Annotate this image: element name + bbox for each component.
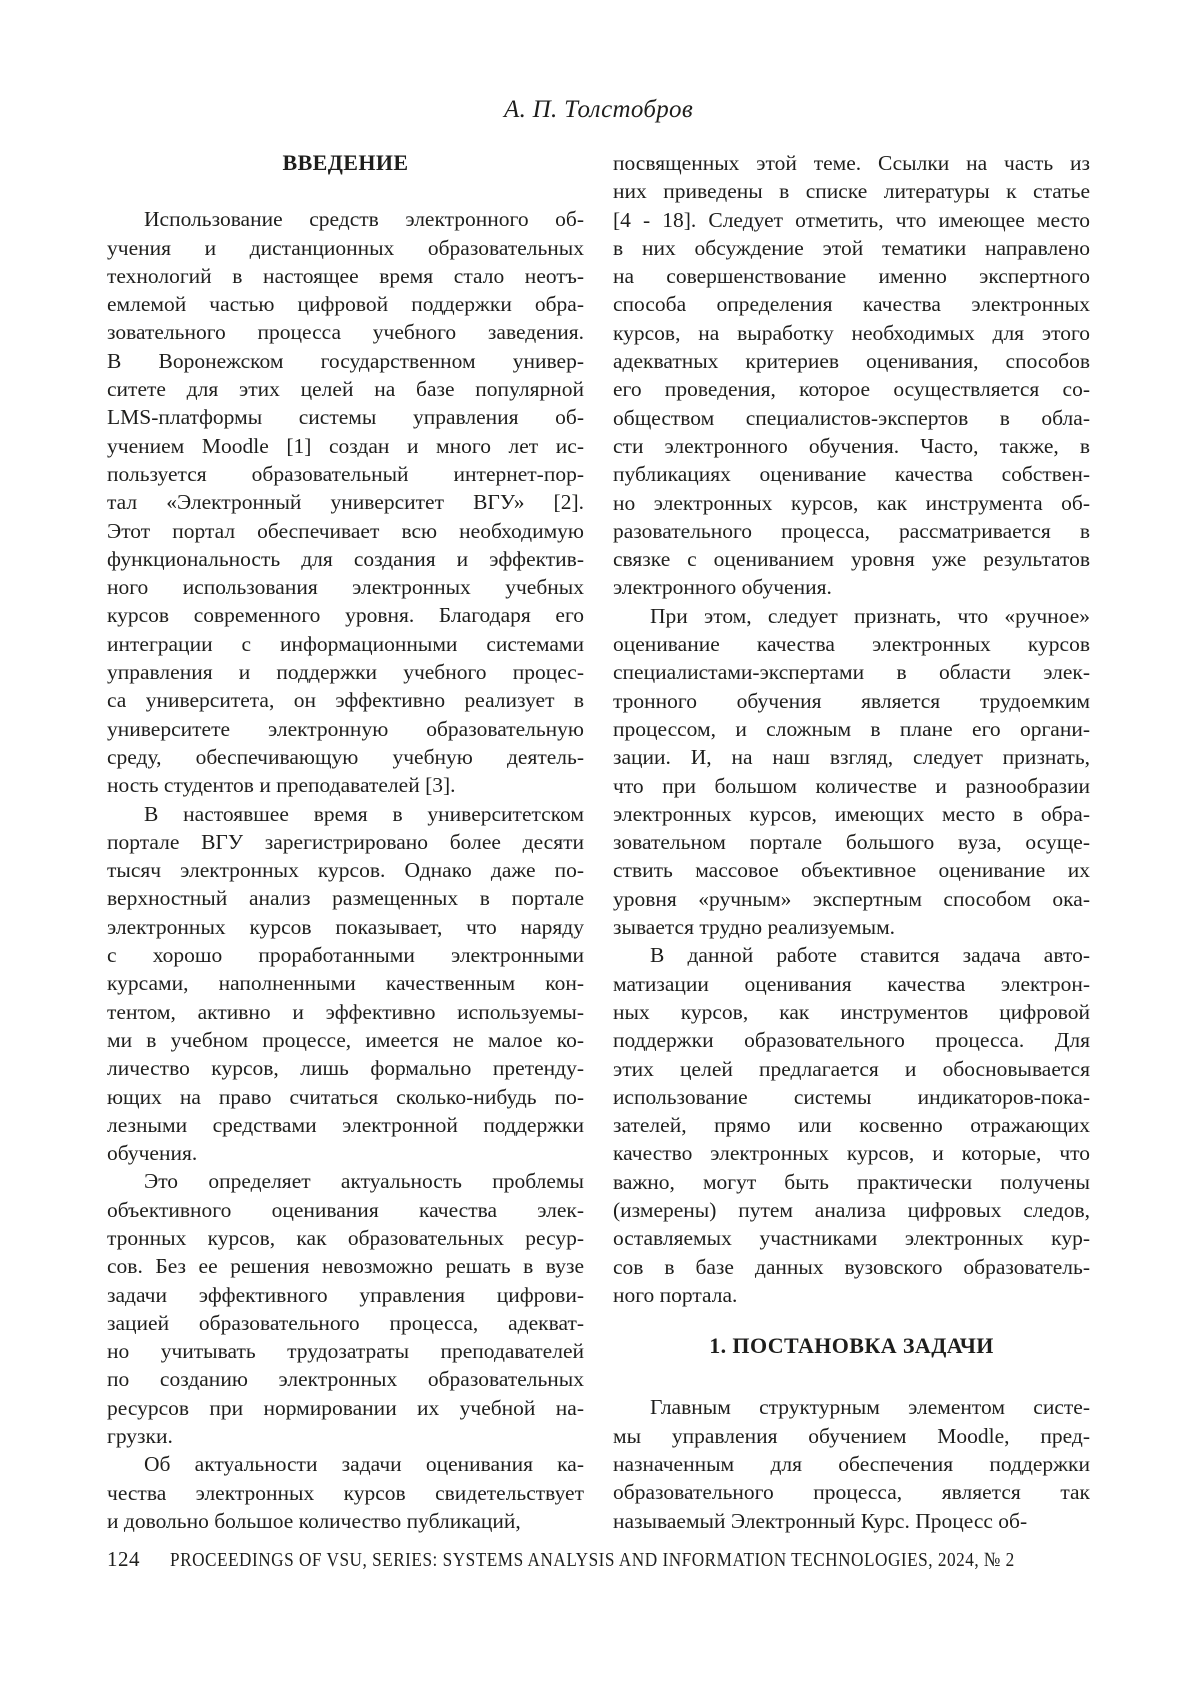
- text-line: оставляемых участниками электронных кур-: [613, 1226, 1090, 1251]
- text-line: обществом специалистов-экспертов в обла-: [613, 405, 1090, 430]
- text-line: и довольно большое количество публикаций,: [107, 1508, 521, 1533]
- text-line: ного портала.: [613, 1282, 738, 1307]
- text-line: на совершенствование именно экспертного: [613, 264, 1090, 289]
- text-line: тронных курсов, как образовательных ресур-: [107, 1225, 584, 1250]
- text-line: уровня «ручным» экспертным способом ока-: [613, 886, 1090, 911]
- text-line: учения и дистанционных образовательных: [107, 235, 584, 260]
- text-line: зацией образовательного процесса, адекват-: [107, 1310, 584, 1335]
- text-line: тал «Электронный университет ВГУ» [2].: [107, 490, 584, 515]
- text-line: адекватных критериев оценивания, способов: [613, 349, 1090, 374]
- text-line: среду, обеспечивающую учебную деятель-: [107, 744, 584, 769]
- paragraph: [613, 149, 1090, 602]
- text-line: Главным структурным элементом систе-: [650, 1395, 1090, 1420]
- text-line: называемый Электронный Курс. Процесс об-: [613, 1508, 1028, 1533]
- text-line: ных курсов, как инструментов цифровой: [613, 999, 1090, 1024]
- text-line: [4 - 18]. Следует отметить, что имеющее место: [613, 207, 1090, 232]
- text-line: В данной работе ставится задача авто-: [650, 943, 1090, 968]
- text-line: зателей, прямо или косвенно отражающих: [613, 1113, 1090, 1138]
- text-line: обучения.: [107, 1141, 198, 1166]
- text-line: задачи эффективного управления цифрови-: [107, 1282, 584, 1307]
- text-line: учением Moodle [1] создан и много лет ис-: [107, 433, 584, 458]
- text-line: них приведены в списке литературы к статье: [613, 179, 1090, 204]
- text-line: курсами, наполненными качественным кон-: [107, 971, 584, 996]
- section-heading: 1. ПОСТАНОВКА ЗАДАЧИ: [709, 1333, 994, 1359]
- page-footer: [107, 1547, 1097, 1572]
- text-line: В настоявшее время в университетском: [144, 801, 584, 826]
- text-line: по созданию электронных образовательных: [107, 1367, 584, 1392]
- paragraph: [107, 205, 584, 799]
- text-line: Этот портал обеспечивает всю необходимую: [107, 518, 584, 543]
- text-line: его проведения, которое осуществляется со-: [613, 377, 1090, 402]
- text-line: но электронных курсов, как инструмента об-: [613, 490, 1090, 515]
- paragraph: [107, 1450, 584, 1535]
- text-line: в них обсуждение этой тематики направлено: [613, 235, 1090, 260]
- text-line: зации. И, на наш взгляд, следует признать,: [613, 745, 1090, 770]
- text-line: качество электронных курсов, и которые, что: [613, 1141, 1090, 1166]
- text-line: сов в базе данных вузовского образователь-: [613, 1254, 1090, 1279]
- text-line: верхностный анализ размещенных в портале: [107, 886, 584, 911]
- text-line: курсов современного уровня. Благодаря его: [107, 603, 584, 628]
- text-line: оценивание качества электронных курсов: [613, 632, 1090, 657]
- text-columns: [107, 149, 1090, 1535]
- text-line: ситете для этих целей на базе популярной: [107, 377, 584, 402]
- text-line: LMS-платформы системы управления об-: [107, 405, 584, 430]
- text-line: способа определения качества электронных: [613, 292, 1090, 317]
- text-line: но учитывать трудозатраты преподавателей: [107, 1339, 584, 1364]
- text-line: ствить массовое объективное оценивание их: [613, 858, 1090, 883]
- text-line: ющих на право считаться сколько-нибудь по-: [107, 1084, 584, 1109]
- text-line: портале ВГУ зарегистрировано более десяти: [107, 829, 584, 854]
- text-line: электронных курсов показывает, что наряду: [107, 914, 584, 939]
- text-line: тысяч электронных курсов. Однако даже по-: [107, 858, 584, 883]
- paragraph: [613, 1393, 1090, 1534]
- text-line: специалистами-экспертами в области элек-: [613, 660, 1090, 685]
- text-line: публикациях оценивание качества собствен-: [613, 462, 1090, 487]
- journal-title: PROCEEDINGS OF VSU, SERIES: SYSTEMS ANALYSIS AND INFORMATION TECHNOLOGIES, 2024, № 2: [170, 1549, 1015, 1571]
- page-number: 124: [107, 1547, 140, 1571]
- text-line: разовательного процесса, рассматривается в: [613, 518, 1090, 543]
- text-line: процессом, и сложным в плане его органи-: [613, 716, 1090, 741]
- text-line: этих целей предлагается и обосновывается: [613, 1056, 1090, 1081]
- text-line: Использование средств электронного об-: [144, 207, 584, 232]
- text-line: интеграции с информационными системами: [107, 631, 584, 656]
- text-line: что при большом количестве и разнообразии: [613, 773, 1090, 798]
- text-line: зовательного процесса учебного заведения.: [107, 320, 584, 345]
- text-line: ность студентов и преподавателей [3].: [107, 773, 456, 798]
- text-line: объективного оценивания качества элек-: [107, 1197, 584, 1222]
- section-heading: ВВЕДЕНИЕ: [282, 150, 409, 175]
- text-line: емлемой частью цифровой поддержки обра-: [107, 292, 584, 317]
- text-line: тронного обучения является трудоемким: [613, 688, 1090, 713]
- paragraph: [613, 602, 1090, 942]
- text-line: электронного обучения.: [613, 575, 832, 600]
- text-line: лезными средствами электронной поддержки: [107, 1112, 584, 1137]
- text-line: технологий в настоящее время стало неотъ-: [107, 263, 584, 288]
- text-line: сти электронного обучения. Часто, также, в: [613, 433, 1090, 458]
- text-line: личество курсов, лишь формально претенду-: [107, 1056, 584, 1081]
- left-column: [107, 149, 584, 1535]
- text-line: ми в учебном процессе, имеется не малое ко-: [107, 1027, 584, 1052]
- text-line: грузки.: [107, 1424, 173, 1449]
- text-line: с хорошо проработанными электронными: [107, 943, 584, 968]
- text-line: зовательном портале большого вуза, осуще-: [613, 830, 1090, 855]
- text-line: важно, могут быть практически получены: [613, 1169, 1090, 1194]
- text-line: функциональность для создания и эффектив-: [107, 546, 584, 571]
- text-line: Об актуальности задачи оценивания ка-: [144, 1452, 584, 1477]
- text-line: са университета, он эффективно реализует в: [107, 688, 584, 713]
- text-line: пользуется образовательный интернет-пор-: [107, 461, 584, 486]
- text-line: При этом, следует признать, что «ручное»: [650, 603, 1090, 628]
- text-line: управления и поддержки учебного процес-: [107, 660, 584, 685]
- paragraph: [613, 941, 1090, 1309]
- text-line: сов. Без ее решения невозможно решать в вузе: [107, 1254, 584, 1279]
- text-line: (измерены) путем анализа цифровых следов,: [613, 1197, 1090, 1222]
- text-line: университете электронную образовательную: [107, 716, 584, 741]
- text-line: курсов, на выработку необходимых для этого: [613, 320, 1090, 345]
- text-line: связке с оцениванием уровня уже результатов: [613, 547, 1090, 572]
- text-line: использование системы индикаторов-пока-: [613, 1084, 1090, 1109]
- paragraph: [107, 1167, 584, 1450]
- author-name: А. П. Толстобров: [504, 96, 693, 123]
- right-column: [613, 149, 1090, 1535]
- text-line: мы управления обучением Moodle, пред-: [613, 1423, 1090, 1448]
- text-line: В Воронежском государственном универ-: [107, 348, 584, 373]
- text-line: ного использования электронных учебных: [107, 575, 584, 600]
- text-line: образовательного процесса, является так: [613, 1480, 1090, 1505]
- text-line: матизации оценивания качества электрон-: [613, 971, 1090, 996]
- text-line: чества электронных курсов свидетельствует: [107, 1480, 584, 1505]
- text-line: зывается трудно реализуемым.: [613, 915, 896, 940]
- paragraph: [107, 800, 584, 1168]
- text-line: поддержки образовательного процесса. Для: [613, 1028, 1090, 1053]
- text-line: назначенным для обеспечения поддержки: [613, 1452, 1090, 1477]
- text-line: тентом, активно и эффективно используемы-: [107, 999, 584, 1024]
- text-line: Это определяет актуальность проблемы: [144, 1169, 584, 1194]
- text-line: ресурсов при нормировании их учебной на-: [107, 1395, 584, 1420]
- text-line: посвященных этой теме. Ссылки на часть из: [613, 151, 1090, 175]
- text-line: электронных курсов, имеющих место в обра-: [613, 801, 1090, 826]
